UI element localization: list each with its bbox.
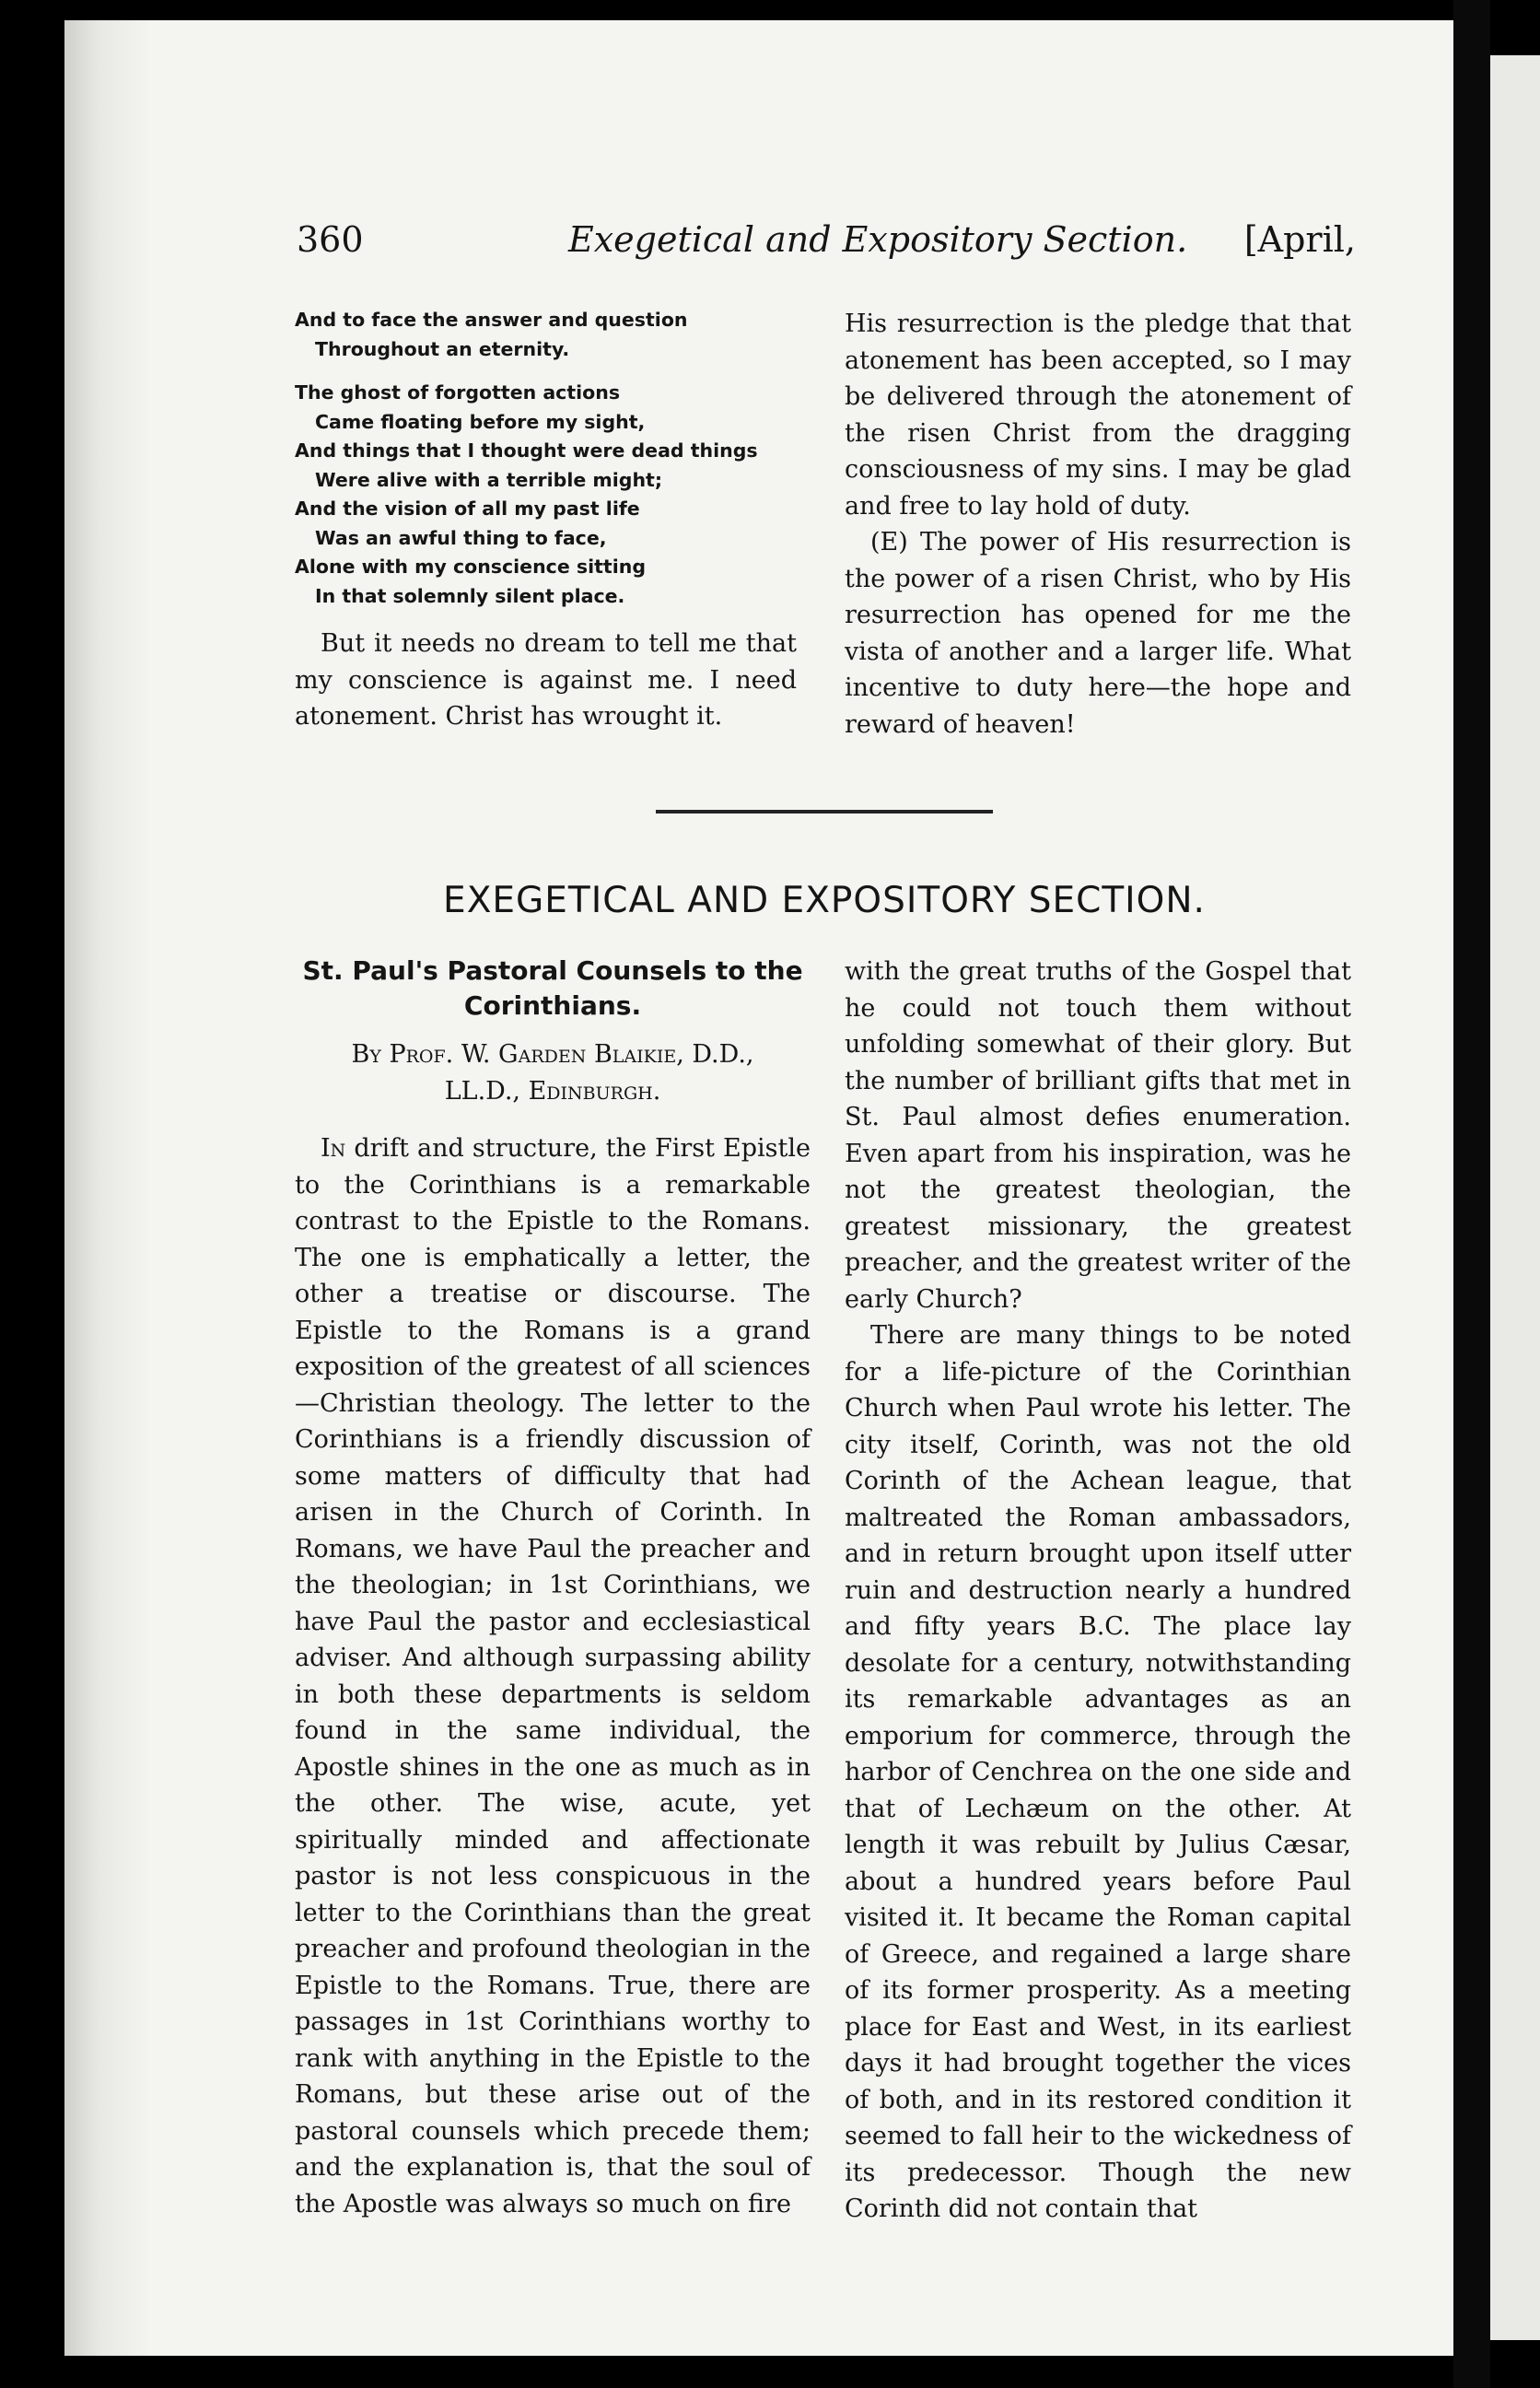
byline-author: By Prof. W. Garden Blaikie, D.D., <box>351 1040 754 1069</box>
facing-page-edge <box>1490 55 1540 2340</box>
poem-line: In that solemnly silent place. <box>315 584 625 607</box>
byline <box>295 1036 811 1110</box>
paragraph <box>295 1130 811 2222</box>
article-left-column <box>295 954 811 2222</box>
running-month: [April, <box>1243 219 1356 260</box>
article-title: St. Paul's Pastoral Counsels to the Corinthians. <box>302 955 803 1021</box>
poem-line: Came floating before my sight, <box>315 410 646 433</box>
paragraph: (E) The power of His resurrection is the power of a risen Christ, who by His resurrection has opened for me the vista of another and a larger life. What incentive to duty here—the hope and reward of heaven! <box>845 528 1351 739</box>
poem-line: The ghost of forgotten actions <box>295 381 621 404</box>
poem-line: Were alive with a terrible might; <box>315 468 663 491</box>
poem-stanza <box>295 306 797 364</box>
paragraph-text: drift and structure, the First Epistle to the Corinthians is a remarkable contrast to the Epistle to the Romans. The one is emphatically a letter, the other a treatise or discourse. The Epistle to the Romans is a grand exposition of the greatest of all sciences—Christian theology. The letter to the Corinthians is a friendly discussion of some matters of difficulty that had arisen in the Church of Corinth. In Romans, we have Paul the preacher and the theologian; in 1st Corinthians, we have Paul the pastor and ecclesiastical adviser. And although surpassing ability in both these departments is seldom found in the same individual, the Apostle shines in the one as much as in the other. The wise, acute, yet spiritually minded and affectionate pastor is not less conspicuous in the letter to the Corinthians than the great preacher and profound theologian in the Epistle to the Romans. True, there are passages in 1st Corinthians worthy to rank with anything in the Epistle to the Romans, but these arise out of the pastoral counsels which precede them; and the explanation is, that the soul of the Apostle was always so much on fire <box>295 1134 811 2218</box>
byline-credentials: LL.D., Edinburgh. <box>444 1077 661 1106</box>
paragraph: There are many things to be noted for a life-picture of the Corinthian Church when Paul wrote his letter. The city itself, Corinth, was not the old Corinth of the Achean league, that maltreated the Roman ambassadors, and in return brought upon itself utter ruin and destruction nearly a hundred and fifty years B.C. The place lay desolate for a century, notwithstanding its remarkable advantages as an emporium for commerce, through the harbor of Cenchrea on the one side and that of Lechæum on the other. At length it was rebuilt by Julius Cæsar, about a hundred years before Paul visited it. It became the Roman capital of Greece, and regained a large share of its former prosperity. As a meeting place for East and West, in its earliest days it had brought together the vices of both, and in its restored condition it seemed to fall heir to the wickedness of its predecessor. Though the new Corinth did not contain that <box>845 1321 1351 2223</box>
poem-line: And to face the answer and question <box>295 309 688 331</box>
book-spine <box>1453 0 1490 2388</box>
poem-line: Was an awful thing to face, <box>315 526 607 549</box>
page-edge-shadow <box>64 20 152 2356</box>
section-title: EXEGETICAL AND EXPOSITORY SECTION. <box>443 880 1206 921</box>
poem-line: And things that I thought were dead things <box>295 439 758 462</box>
poem-line: Alone with my conscience sitting <box>295 556 646 578</box>
poem-line: And the vision of all my past life <box>295 498 640 520</box>
page-number: 360 <box>297 219 364 260</box>
running-head <box>297 219 1356 275</box>
running-title: Exegetical and Expository Section. <box>568 219 1188 260</box>
top-right-column <box>845 306 1351 743</box>
paragraph: with the great truths of the Gospel that he could not touch them without unfolding somewhat of their glory. But the number of brilliant gifts that met in St. Paul almost defies enumeration. Even apart from his inspiration, was he not the greatest theologian, the greatest missionary, the greatest preacher, and the greatest writer of the early Church? <box>845 957 1351 1314</box>
paragraph: But it needs no dream to tell me that my conscience is against me. I need atonement. Christ has wrought it. <box>295 629 797 731</box>
paragraph: His resurrection is the pledge that that atonement has been accepted, so I may be delivered through the atonement of the risen Christ from the dragging consciousness of my sins. I may be glad and free to lay hold of duty. <box>845 310 1351 521</box>
poem-stanza <box>295 379 797 611</box>
poem-line: Throughout an eternity. <box>315 337 570 360</box>
section-divider <box>656 810 993 814</box>
article-right-column <box>845 954 1351 2228</box>
top-left-column <box>295 306 797 735</box>
lead-in: In <box>321 1134 346 1163</box>
